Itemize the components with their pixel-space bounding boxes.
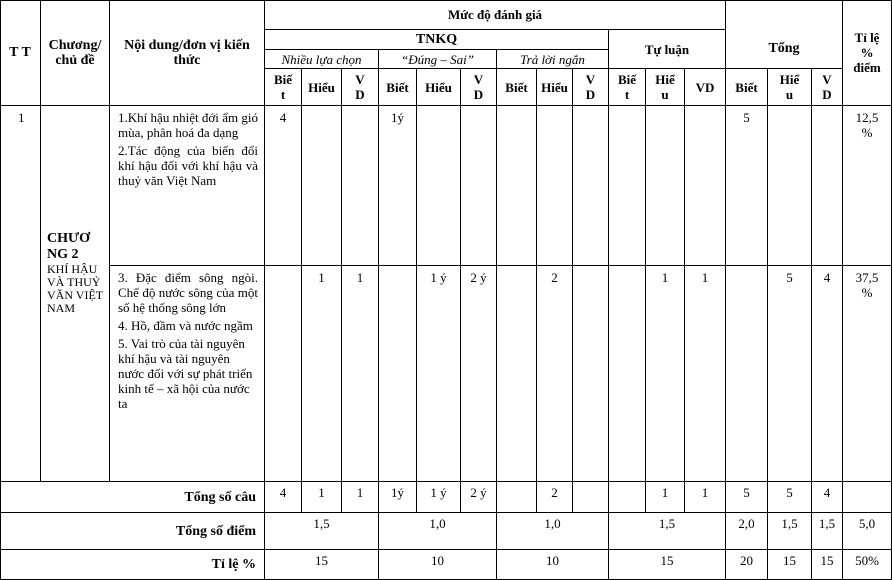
content-b1: 3. Đặc điểm sông ngòi. Chế độ nước sông của một số hệ thống sông lớn <box>118 270 258 315</box>
sumq-total-und: 5 <box>768 482 812 513</box>
header-tnkq: TNKQ <box>265 30 609 50</box>
header-short: Trả lời ngắn <box>497 50 609 69</box>
lv-total-know: Biết <box>726 69 768 106</box>
b-mcq-know <box>265 266 302 482</box>
header-percent: Tỉ lệ % điểm <box>843 0 892 106</box>
b-short-und: 2 <box>537 266 573 482</box>
ratio-all: 50% <box>843 550 892 580</box>
sum-questions-label: Tổng số câu <box>0 482 265 513</box>
a-percent: 12,5 % <box>843 106 892 266</box>
content-a <box>110 106 265 266</box>
a-total-und <box>768 106 812 266</box>
lv-short-vd: V D <box>573 69 609 106</box>
ratio-mcq: 15 <box>265 550 379 580</box>
sumq-essay-know <box>609 482 646 513</box>
lv-essay-vd: VD <box>685 69 726 106</box>
content-a1: 1.Khí hậu nhiệt đới ẩm gió mùa, phân hoá đa dạng <box>118 110 258 140</box>
ratio-total-vd: 15 <box>812 550 843 580</box>
a-mcq-know: 4 <box>265 106 302 266</box>
lv-tf-vd: V D <box>461 69 497 106</box>
sump-essay: 1,5 <box>609 513 726 550</box>
header-content: Nội dung/đơn vị kiến thức <box>110 0 265 106</box>
header-tt: T T <box>0 0 41 106</box>
sumq-short-und: 2 <box>537 482 573 513</box>
sumq-mcq-vd: 1 <box>342 482 379 513</box>
lv-essay-know: Biế t <box>609 69 646 106</box>
sumq-total-know: 5 <box>726 482 768 513</box>
a-tf-know: 1ý <box>379 106 417 266</box>
b-mcq-und: 1 <box>302 266 342 482</box>
b-tf-know <box>379 266 417 482</box>
lv-essay-und: Hiể u <box>646 69 685 106</box>
a-short-vd <box>573 106 609 266</box>
sumq-short-vd <box>573 482 609 513</box>
sumq-percent <box>843 482 892 513</box>
sumq-essay-vd: 1 <box>685 482 726 513</box>
header-mcq: Nhiều lựa chọn <box>265 50 379 69</box>
ratio-short: 10 <box>497 550 609 580</box>
b-total-vd: 4 <box>812 266 843 482</box>
content-b2: 4. Hồ, đầm và nước ngầm <box>118 318 253 333</box>
content-b3: 5. Vai trò của tài nguyên khí hậu và tài nguyên nước đối với sự phát triển kinh tế – xã hội của nước ta <box>118 336 253 411</box>
content-b <box>110 266 265 482</box>
a-essay-know <box>609 106 646 266</box>
sumq-total-vd: 4 <box>812 482 843 513</box>
sumq-tf-know: 1ý <box>379 482 417 513</box>
sump-tf: 1,0 <box>379 513 497 550</box>
sump-total-vd: 1,5 <box>812 513 843 550</box>
lv-mcq-vd: V D <box>342 69 379 106</box>
lv-mcq-und: Hiểu <box>302 69 342 106</box>
ratio-total-know: 20 <box>726 550 768 580</box>
ratio-essay: 15 <box>609 550 726 580</box>
header-assessment: Mức độ đánh giá <box>265 0 726 30</box>
a-total-know: 5 <box>726 106 768 266</box>
a-short-und <box>537 106 573 266</box>
lv-short-know: Biết <box>497 69 537 106</box>
sump-mcq: 1,5 <box>265 513 379 550</box>
b-essay-vd: 1 <box>685 266 726 482</box>
header-essay: Tự luận <box>609 30 726 69</box>
b-mcq-vd: 1 <box>342 266 379 482</box>
b-percent: 37,5 % <box>843 266 892 482</box>
a-essay-und <box>646 106 685 266</box>
b-essay-und: 1 <box>646 266 685 482</box>
sumq-mcq-und: 1 <box>302 482 342 513</box>
row-number: 1 <box>0 106 41 482</box>
b-short-know <box>497 266 537 482</box>
a-total-vd <box>812 106 843 266</box>
ratio-tf: 10 <box>379 550 497 580</box>
sump-all: 5,0 <box>843 513 892 550</box>
b-tf-und: 1 ý <box>417 266 461 482</box>
lv-short-und: Hiểu <box>537 69 573 106</box>
b-essay-know <box>609 266 646 482</box>
chapter-subtitle: KHÍ HẬU VÀ THUỶ VĂN VIỆT NAM <box>47 262 103 315</box>
lv-tf-know: Biết <box>379 69 417 106</box>
a-essay-vd <box>685 106 726 266</box>
chapter-title: CHƯƠ NG 2 <box>47 231 91 262</box>
b-short-vd <box>573 266 609 482</box>
a-mcq-vd <box>342 106 379 266</box>
lv-mcq-know: Biế t <box>265 69 302 106</box>
b-total-und: 5 <box>768 266 812 482</box>
sump-total-und: 1,5 <box>768 513 812 550</box>
sumq-essay-und: 1 <box>646 482 685 513</box>
a-mcq-und <box>302 106 342 266</box>
lv-tf-und: Hiểu <box>417 69 461 106</box>
lv-total-vd: V D <box>812 69 843 106</box>
sum-points-label: Tổng số điểm <box>0 513 265 550</box>
lv-total-und: Hiể u <box>768 69 812 106</box>
sumq-short-know <box>497 482 537 513</box>
a-tf-und <box>417 106 461 266</box>
header-total: Tổng <box>726 0 843 69</box>
a-short-know <box>497 106 537 266</box>
sump-total-know: 2,0 <box>726 513 768 550</box>
ratio-total-und: 15 <box>768 550 812 580</box>
sumq-tf-und: 1 ý <box>417 482 461 513</box>
b-total-know <box>726 266 768 482</box>
sump-short: 1,0 <box>497 513 609 550</box>
ratio-label: Tỉ lệ % <box>0 550 265 580</box>
b-tf-vd: 2 ý <box>461 266 497 482</box>
header-chapter: Chương/ chủ đề <box>41 0 110 106</box>
content-a2: 2.Tác động của biến đổi khí hậu đối với khí hậu và thuỷ văn Việt Nam <box>118 143 258 188</box>
sumq-mcq-know: 4 <box>265 482 302 513</box>
sumq-tf-vd: 2 ý <box>461 482 497 513</box>
chapter-cell <box>41 106 110 482</box>
header-truefalse: “Đúng – Sai” <box>379 50 497 69</box>
a-tf-vd <box>461 106 497 266</box>
